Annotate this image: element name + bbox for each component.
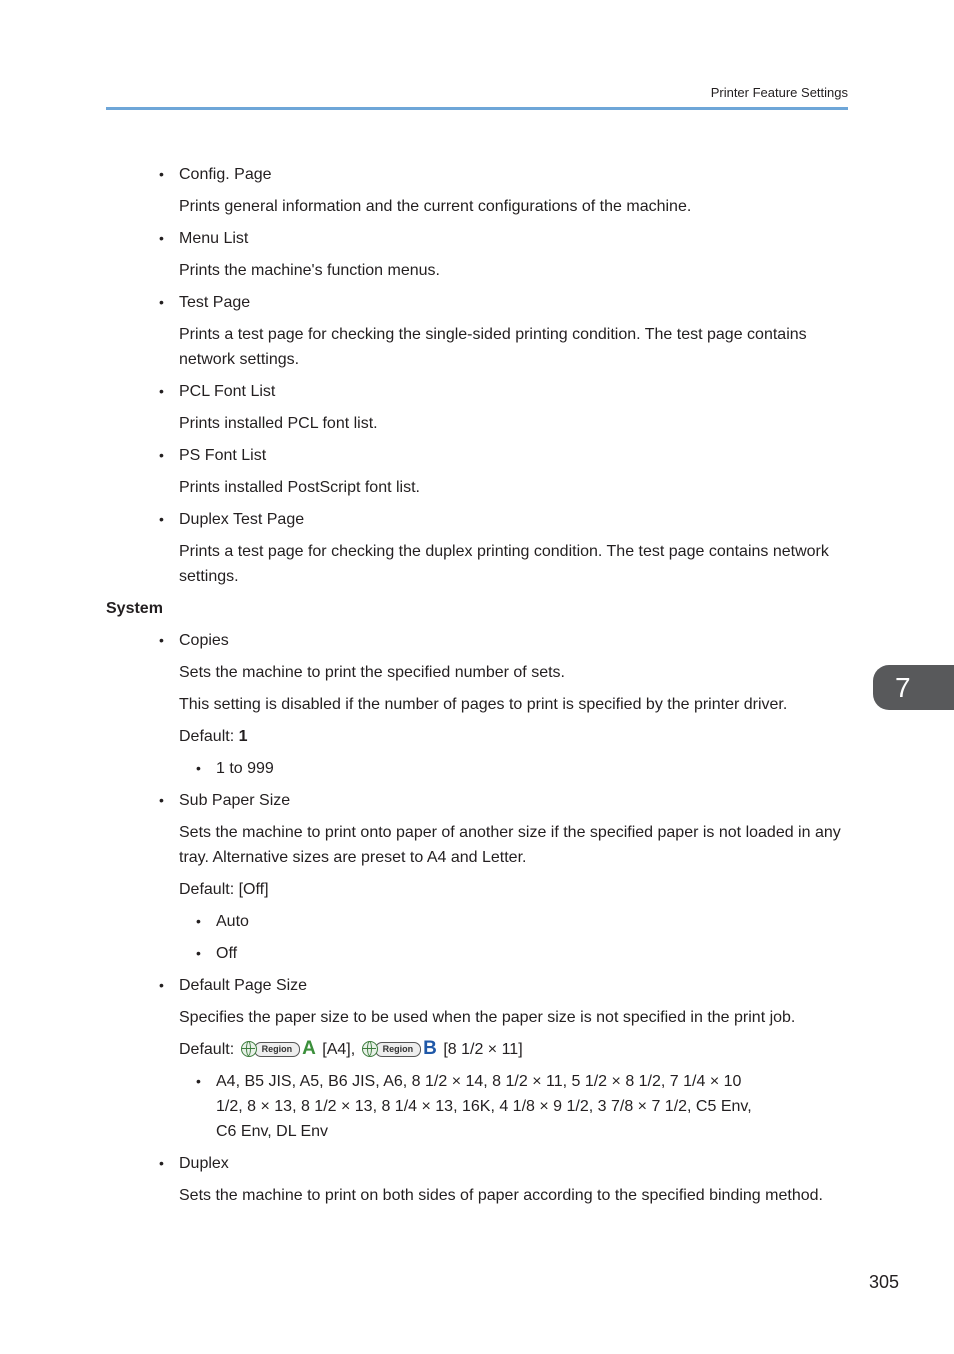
item-description — [179, 820, 848, 870]
item-description: This setting is disabled if the number of pages to print is specified by the printer driver. — [179, 696, 788, 713]
region-label: Region — [375, 1042, 422, 1057]
region-b-value: [8 1/2 × 11] — [443, 1041, 523, 1058]
list-item — [159, 162, 848, 187]
item-description — [179, 539, 848, 589]
item-description: Prints installed PCL font list. — [179, 415, 378, 432]
region-b-letter: B — [423, 1038, 437, 1059]
default-value — [179, 1037, 848, 1062]
list-item — [159, 788, 848, 813]
region-label: Region — [254, 1042, 301, 1057]
item-label: PS Font List — [179, 447, 267, 464]
header-rule — [106, 107, 848, 110]
bullet: • — [159, 294, 164, 310]
region-a-letter: A — [302, 1038, 316, 1059]
section-heading: System — [106, 600, 163, 617]
running-header: Printer Feature Settings — [710, 85, 848, 100]
list-item — [159, 973, 848, 998]
bullet: • — [159, 977, 164, 993]
description-line: Prints a test page for checking the duplex printing condition. The test page contains network — [179, 543, 829, 560]
option-line: C6 Env, DL Env — [216, 1123, 329, 1140]
list-item — [159, 443, 848, 468]
region-a-value: [A4], — [322, 1041, 356, 1058]
description-line: Sets the machine to print onto paper of another size if the specified paper is not loaded in any — [179, 824, 841, 841]
item-description: Sets the machine to print the specified number of sets. — [179, 664, 565, 681]
description-line: Prints a test page for checking the single-sided printing condition. The test page contains — [179, 326, 807, 343]
item-label: Copies — [179, 632, 229, 649]
page-number: 305 — [868, 1272, 899, 1292]
bullet: • — [196, 945, 201, 961]
globe-icon — [241, 1041, 257, 1057]
bullet: • — [159, 166, 164, 182]
default-value: Default: [Off] — [179, 881, 269, 898]
list-item — [159, 628, 848, 653]
bullet: • — [159, 1155, 164, 1171]
region-b-badge — [362, 1040, 437, 1058]
item-description: Specifies the paper size to be used when the paper size is not specified in the print job. — [179, 1009, 796, 1026]
item-label: Sub Paper Size — [179, 792, 291, 809]
list-item — [159, 507, 848, 532]
item-label: PCL Font List — [179, 383, 276, 400]
list-item — [159, 226, 848, 251]
bullet: • — [159, 632, 164, 648]
bullet: • — [159, 447, 164, 463]
bullet: • — [159, 511, 164, 527]
item-label: Default Page Size — [179, 977, 308, 994]
chapter-number: 7 — [895, 672, 911, 703]
option-line: A4, B5 JIS, A5, B6 JIS, A6, 8 1/2 × 14, 8 1/2 × 11, 5 1/2 × 8 1/2, 7 1/4 × 10 — [216, 1073, 742, 1090]
option-item — [196, 941, 848, 966]
bullet: • — [159, 230, 164, 246]
list-item — [159, 290, 848, 315]
item-label: Menu List — [179, 230, 249, 247]
bullet: • — [159, 383, 164, 399]
list-item — [159, 379, 848, 404]
item-label: Test Page — [179, 294, 251, 311]
default-label: Default: — [179, 1041, 235, 1058]
option-line: 1/2, 8 × 13, 8 1/2 × 13, 8 1/4 × 13, 16K, 4 1/8 × 9 1/2, 3 7/8 × 7 1/2, C5 Env, — [216, 1098, 752, 1115]
default-number: 1 — [238, 728, 248, 745]
default-value — [179, 724, 848, 749]
item-label: Duplex Test Page — [179, 511, 305, 528]
bullet: • — [159, 792, 164, 808]
item-description: Prints general information and the current configurations of the machine. — [179, 198, 692, 215]
list-item — [159, 1151, 848, 1176]
description-line: settings. — [179, 568, 239, 585]
option-label: Off — [216, 945, 238, 962]
option-label: 1 to 999 — [216, 760, 274, 777]
item-description — [179, 322, 848, 372]
default-label: Default: — [179, 728, 235, 745]
item-description: Prints the machine's function menus. — [179, 262, 440, 279]
option-label: Auto — [216, 913, 249, 930]
bullet: • — [196, 913, 201, 929]
option-item — [196, 1069, 848, 1144]
item-description: Prints installed PostScript font list. — [179, 479, 420, 496]
globe-icon — [362, 1041, 378, 1057]
option-item — [196, 756, 848, 781]
page-content — [106, 162, 848, 1208]
item-description: Sets the machine to print on both sides of paper according to the specified binding method. — [179, 1187, 823, 1204]
description-line: network settings. — [179, 351, 300, 368]
bullet: • — [196, 760, 201, 776]
chapter-tab — [873, 665, 954, 710]
item-label: Config. Page — [179, 166, 272, 183]
region-a-badge — [241, 1040, 316, 1058]
option-item — [196, 909, 848, 934]
bullet: • — [196, 1073, 201, 1089]
item-label: Duplex — [179, 1155, 229, 1172]
description-line: tray. Alternative sizes are preset to A4 and Letter. — [179, 849, 527, 866]
